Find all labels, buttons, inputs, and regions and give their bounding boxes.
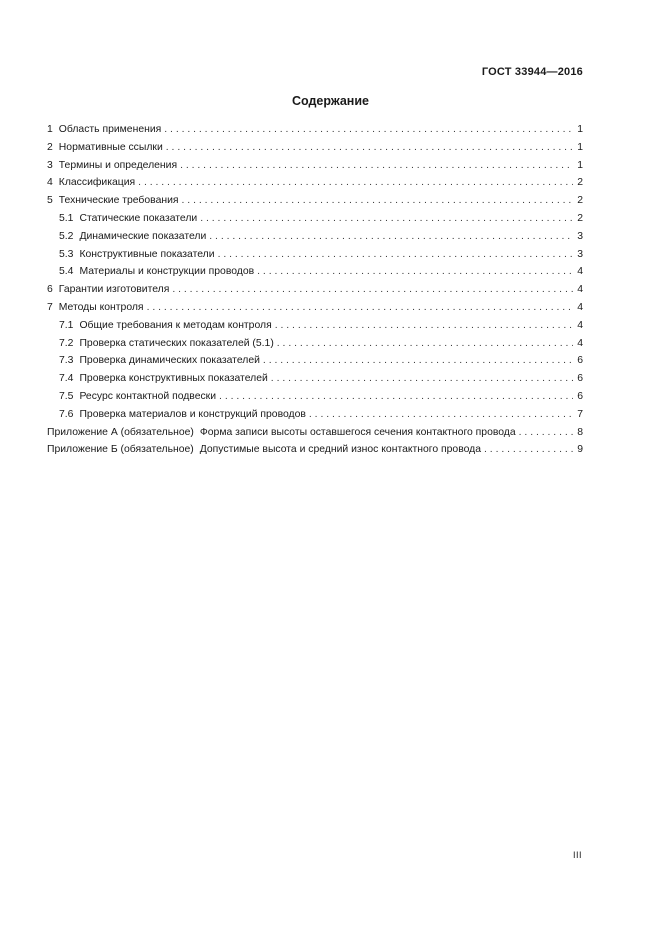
toc-entry-label: [59, 228, 209, 246]
toc-entry-label: [59, 263, 257, 281]
toc-entry-label: [47, 281, 172, 299]
toc-entry-text: Нормативные ссылки: [58, 141, 163, 153]
toc-entry-text: Классификация: [58, 177, 136, 189]
toc-entry-text: Материалы и конструкции проводов: [79, 266, 255, 278]
toc-entry-number: Приложение А (обязательное): [47, 426, 194, 438]
toc-entry[interactable]: [47, 352, 583, 370]
toc-leader-dots: [219, 388, 573, 406]
toc-entry[interactable]: [47, 370, 583, 388]
toc-entry[interactable]: [47, 121, 583, 139]
toc-entry-page: 2: [577, 177, 583, 189]
standard-header: ГОСТ 33944—2016: [481, 66, 583, 78]
toc-entry-text: Гарантии изготовителя: [58, 284, 170, 296]
toc-entry-text: Проверка конструктивных показателей: [79, 373, 268, 385]
toc-entry-page: 3: [577, 230, 583, 242]
toc-entry-page: 6: [577, 355, 583, 367]
toc-entry-text: Методы контроля: [58, 301, 144, 313]
toc-leader-dots: [257, 263, 573, 281]
toc-entry-number: 2: [47, 141, 53, 153]
toc-entry-text: Проверка материалов и конструкций проводов: [79, 408, 306, 420]
toc-entry-label: [47, 441, 484, 459]
toc-entry-label: [59, 406, 309, 424]
toc-leader-dots: [138, 174, 573, 192]
toc-entry-page: 2: [577, 212, 583, 224]
toc-entry-page: 1: [577, 141, 583, 153]
toc-leader-dots: [277, 335, 573, 353]
toc-entry-label: [47, 157, 180, 175]
toc-leader-dots: [180, 157, 573, 175]
toc-entry[interactable]: [47, 228, 583, 246]
toc-entry-number: 7.1: [59, 319, 74, 331]
toc-entry-label: [59, 210, 200, 228]
toc-leader-dots: [147, 299, 573, 317]
toc-entry-number: 7.5: [59, 390, 74, 402]
toc-entry[interactable]: [47, 174, 583, 192]
toc-entry-number: 5.2: [59, 230, 74, 242]
toc-entry-page: 6: [577, 390, 583, 402]
toc-entry-number: 5.4: [59, 266, 74, 278]
toc-entry-number: 7.3: [59, 355, 74, 367]
toc-entry[interactable]: [47, 263, 583, 281]
table-of-contents: [47, 121, 583, 459]
toc-entry-label: [59, 370, 271, 388]
toc-leader-dots: [519, 424, 573, 442]
toc-entry-page: 9: [577, 444, 583, 456]
toc-entry-text: Форма записи высоты оставшегося сечения контактного провода: [199, 426, 516, 438]
toc-entry-text: Проверка динамических показателей: [79, 355, 260, 367]
toc-entry-page: 4: [577, 301, 583, 313]
toc-entry-label: [47, 174, 138, 192]
toc-leader-dots: [218, 246, 573, 264]
toc-leader-dots: [484, 441, 573, 459]
toc-entry-number: 5.3: [59, 248, 74, 260]
toc-entry[interactable]: [47, 317, 583, 335]
toc-entry-label: [47, 121, 164, 139]
toc-leader-dots: [172, 281, 573, 299]
toc-entry-label: [47, 299, 147, 317]
toc-entry-number: 6: [47, 284, 53, 296]
toc-leader-dots: [309, 406, 573, 424]
toc-entry[interactable]: [47, 335, 583, 353]
toc-entry-text: Проверка статических показателей (5.1): [79, 337, 274, 349]
toc-entry-page: 1: [577, 124, 583, 135]
toc-entry-number: 7: [47, 301, 53, 313]
toc-entry-number: 5: [47, 195, 53, 207]
toc-entry-page: 4: [577, 319, 583, 331]
toc-entry[interactable]: [47, 139, 583, 157]
toc-entry[interactable]: [47, 406, 583, 424]
toc-entry-number: 7.2: [59, 337, 74, 349]
toc-entry-number: 1: [47, 124, 53, 135]
toc-entry-number: 7.6: [59, 408, 74, 420]
toc-entry[interactable]: [47, 210, 583, 228]
toc-entry-label: [59, 335, 277, 353]
toc-entry-label: [47, 192, 182, 210]
toc-entry-text: Термины и определения: [58, 159, 178, 171]
toc-entry-text: Общие требования к методам контроля: [79, 319, 272, 331]
toc-leader-dots: [166, 139, 573, 157]
toc-entry-text: Область применения: [58, 124, 162, 135]
toc-leader-dots: [263, 352, 573, 370]
toc-leader-dots: [271, 370, 573, 388]
toc-entry-text: Ресурс контактной подвески: [79, 390, 217, 402]
toc-leader-dots: [164, 121, 573, 139]
toc-entry-number: 5.1: [59, 212, 74, 224]
toc-entry[interactable]: [47, 192, 583, 210]
toc-entry-label: [59, 246, 218, 264]
toc-entry-label: [47, 424, 519, 442]
toc-entry-page: 6: [577, 373, 583, 385]
toc-entry-page: 3: [577, 248, 583, 260]
toc-title: Содержание: [291, 94, 369, 108]
toc-entry-appendix[interactable]: [47, 441, 583, 459]
toc-entry-text: Динамические показатели: [79, 230, 207, 242]
toc-entry-label: [59, 352, 263, 370]
toc-leader-dots: [209, 228, 573, 246]
toc-entry-page: 1: [577, 159, 583, 171]
toc-entry-appendix[interactable]: [47, 424, 583, 442]
toc-entry-label: [59, 317, 275, 335]
page-number: III: [572, 850, 582, 860]
toc-entry-text: Конструктивные показатели: [79, 248, 215, 260]
toc-entry-page: 2: [577, 195, 583, 207]
toc-entry[interactable]: [47, 388, 583, 406]
toc-entry-number: 3: [47, 159, 53, 171]
toc-entry-page: 4: [577, 284, 583, 296]
toc-entry-text: Статические показатели: [79, 212, 198, 224]
toc-leader-dots: [200, 210, 573, 228]
toc-entry[interactable]: [47, 246, 583, 264]
toc-entry-text: Технические требования: [58, 195, 179, 207]
toc-entry[interactable]: [47, 299, 583, 317]
toc-entry-number: 7.4: [59, 373, 74, 385]
toc-entry-number: 4: [47, 177, 53, 189]
toc-entry[interactable]: [47, 157, 583, 175]
toc-entry-page: 8: [577, 426, 583, 438]
toc-leader-dots: [182, 192, 573, 210]
toc-entry-page: 4: [577, 266, 583, 278]
toc-leader-dots: [275, 317, 573, 335]
toc-entry[interactable]: [47, 281, 583, 299]
toc-entry-page: 4: [577, 337, 583, 349]
toc-entry-label: [47, 139, 166, 157]
toc-entry-number: Приложение Б (обязательное): [47, 444, 194, 456]
toc-entry-page: 7: [577, 408, 583, 420]
toc-entry-label: [59, 388, 219, 406]
toc-entry-text: Допустимые высота и средний износ контактного провода: [199, 444, 482, 456]
